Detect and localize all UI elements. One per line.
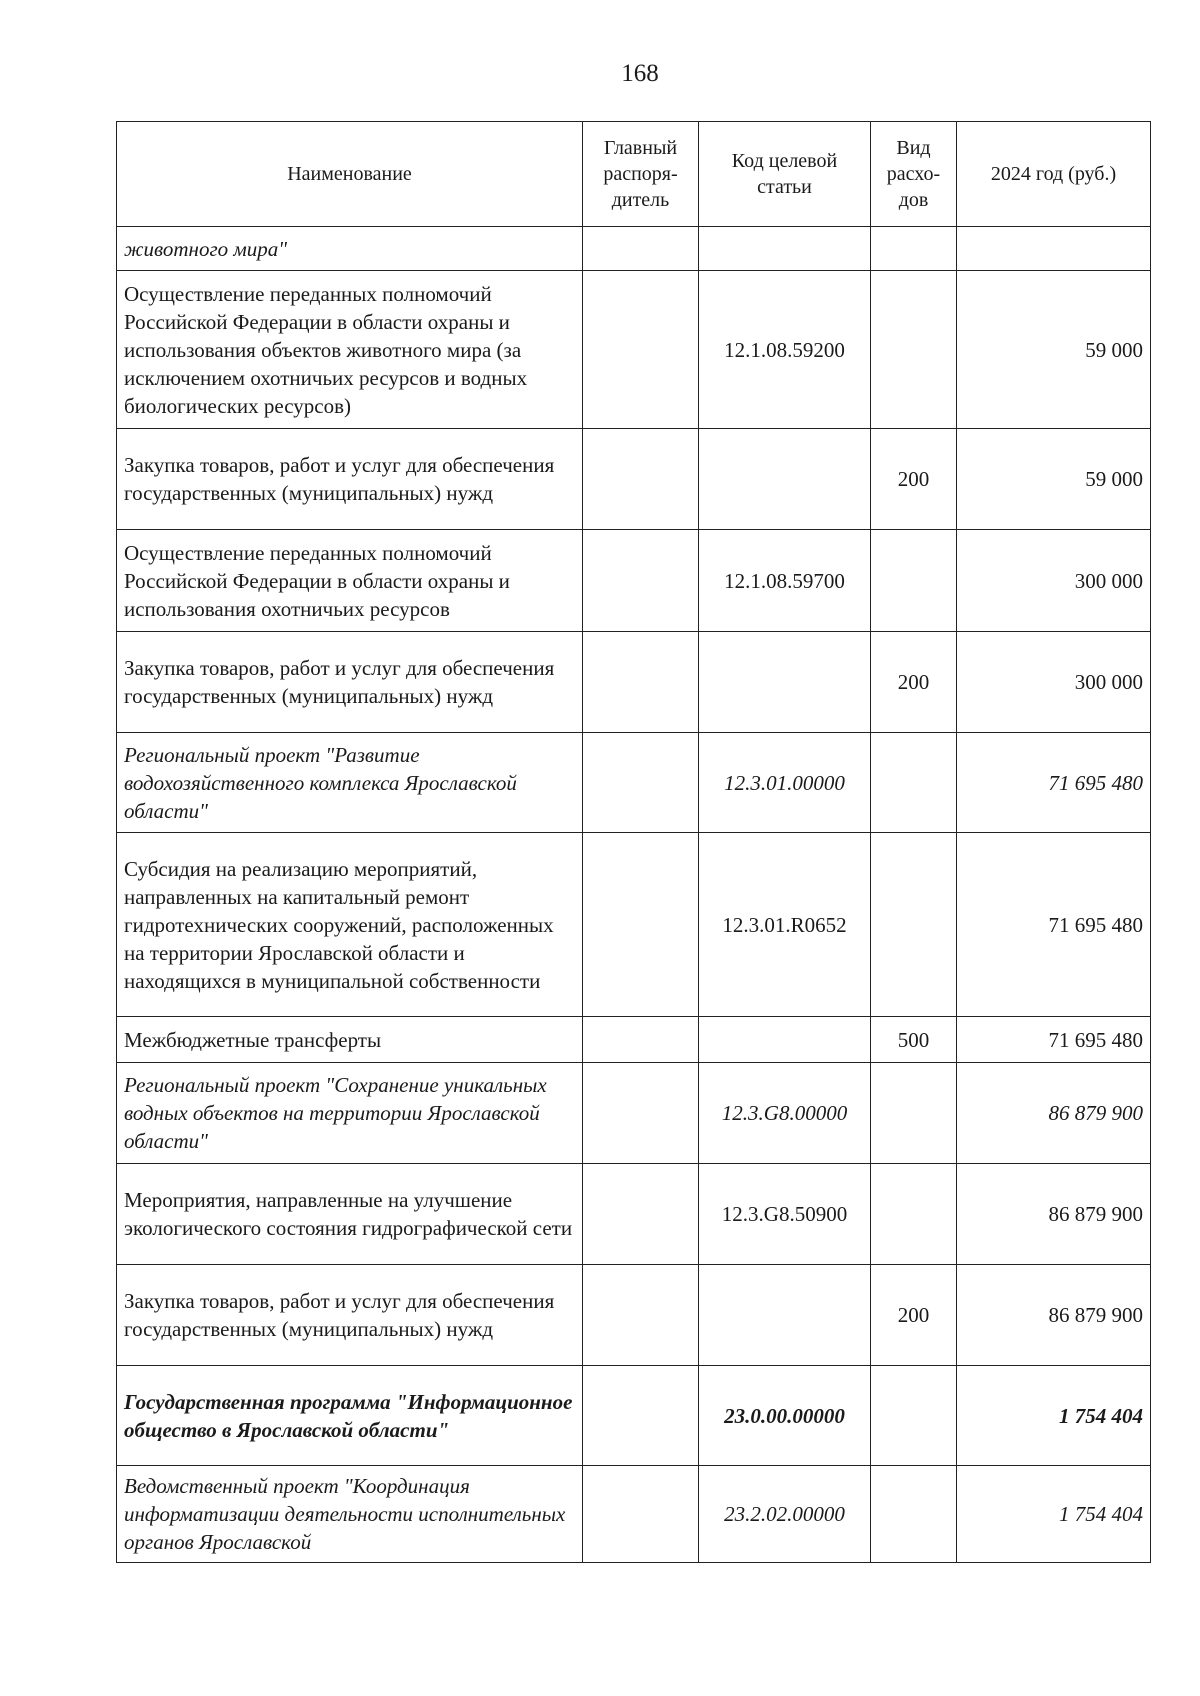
row-amount-cell: 71 695 480 bbox=[957, 733, 1151, 833]
table-row bbox=[117, 1164, 1151, 1265]
page-number: 168 bbox=[621, 60, 659, 87]
row-name-cell: Закупка товаров, работ и услуг для обеспечения государственных (муниципальных) нужд bbox=[117, 429, 583, 530]
row-code-cell: 12.3.01.00000 bbox=[699, 733, 871, 833]
row-name-cell: Осуществление переданных полномочий Российской Федерации в области охраны и использования объектов животного мира (за исключением охотничьих ресурсов и водных биологических ресурсов) bbox=[117, 271, 583, 429]
row-admin-cell bbox=[583, 1466, 699, 1563]
table-body bbox=[117, 227, 1151, 1563]
row-amount-cell: 71 695 480 bbox=[957, 833, 1151, 1017]
header-amount: 2024 год (руб.) bbox=[957, 122, 1151, 227]
row-admin-cell bbox=[583, 530, 699, 632]
row-amount-cell bbox=[957, 227, 1151, 271]
row-name-cell: Закупка товаров, работ и услуг для обеспечения государственных (муниципальных) нужд bbox=[117, 1265, 583, 1366]
row-type-cell: 500 bbox=[871, 1017, 957, 1063]
row-code-cell bbox=[699, 1017, 871, 1063]
row-code-cell bbox=[699, 1265, 871, 1366]
table-row bbox=[117, 1466, 1151, 1563]
table-row bbox=[117, 1063, 1151, 1164]
header-admin: Главный распоря-дитель bbox=[583, 122, 699, 227]
row-amount-cell: 59 000 bbox=[957, 271, 1151, 429]
row-admin-cell bbox=[583, 1164, 699, 1265]
row-name-cell: Мероприятия, направленные на улучшение экологического состояния гидрографической сети bbox=[117, 1164, 583, 1265]
row-code-cell bbox=[699, 632, 871, 733]
row-code-cell: 12.3.G8.00000 bbox=[699, 1063, 871, 1164]
row-name-cell: Региональный проект "Сохранение уникальных водных объектов на территории Ярославской области" bbox=[117, 1063, 583, 1164]
row-code-cell bbox=[699, 429, 871, 530]
table-row bbox=[117, 1265, 1151, 1366]
row-amount-cell: 59 000 bbox=[957, 429, 1151, 530]
row-type-cell: 200 bbox=[871, 429, 957, 530]
row-name-cell: Государственная программа "Информационное общество в Ярославской области" bbox=[117, 1366, 583, 1466]
table-header-row bbox=[117, 122, 1151, 227]
row-admin-cell bbox=[583, 632, 699, 733]
row-code-cell bbox=[699, 227, 871, 271]
table-row bbox=[117, 733, 1151, 833]
table-row bbox=[117, 1366, 1151, 1466]
header-name: Наименование bbox=[117, 122, 583, 227]
table-row bbox=[117, 833, 1151, 1017]
row-amount-cell: 300 000 bbox=[957, 632, 1151, 733]
row-type-cell bbox=[871, 1063, 957, 1164]
row-admin-cell bbox=[583, 1017, 699, 1063]
row-code-cell: 12.3.01.R0652 bbox=[699, 833, 871, 1017]
header-type: Вид расхо-дов bbox=[871, 122, 957, 227]
row-code-cell: 12.1.08.59200 bbox=[699, 271, 871, 429]
budget-table bbox=[116, 121, 1151, 1563]
row-type-cell bbox=[871, 1164, 957, 1265]
table-row bbox=[117, 429, 1151, 530]
row-type-cell bbox=[871, 733, 957, 833]
row-admin-cell bbox=[583, 1265, 699, 1366]
row-amount-cell: 300 000 bbox=[957, 530, 1151, 632]
row-amount-cell: 1 754 404 bbox=[957, 1366, 1151, 1466]
table-row bbox=[117, 227, 1151, 271]
row-name-cell: Ведомственный проект "Координация информатизации деятельности исполнительных органов Ярославской bbox=[117, 1466, 583, 1563]
row-amount-cell: 86 879 900 bbox=[957, 1063, 1151, 1164]
row-amount-cell: 71 695 480 bbox=[957, 1017, 1151, 1063]
table-row bbox=[117, 1017, 1151, 1063]
row-code-cell: 12.3.G8.50900 bbox=[699, 1164, 871, 1265]
row-name-cell: Осуществление переданных полномочий Российской Федерации в области охраны и использования охотничьих ресурсов bbox=[117, 530, 583, 632]
row-code-cell: 23.2.02.00000 bbox=[699, 1466, 871, 1563]
header-code: Код целевой статьи bbox=[699, 122, 871, 227]
row-code-cell: 23.0.00.00000 bbox=[699, 1366, 871, 1466]
row-admin-cell bbox=[583, 1366, 699, 1466]
row-admin-cell bbox=[583, 1063, 699, 1164]
row-admin-cell bbox=[583, 833, 699, 1017]
row-type-cell bbox=[871, 1366, 957, 1466]
row-name-cell: Региональный проект "Развитие водохозяйственного комплекса Ярославской области" bbox=[117, 733, 583, 833]
row-type-cell bbox=[871, 530, 957, 632]
row-admin-cell bbox=[583, 271, 699, 429]
table-row bbox=[117, 632, 1151, 733]
row-name-cell: животного мира" bbox=[117, 227, 583, 271]
row-amount-cell: 86 879 900 bbox=[957, 1265, 1151, 1366]
row-type-cell: 200 bbox=[871, 632, 957, 733]
row-name-cell: Межбюджетные трансферты bbox=[117, 1017, 583, 1063]
row-code-cell: 12.1.08.59700 bbox=[699, 530, 871, 632]
row-admin-cell bbox=[583, 733, 699, 833]
row-admin-cell bbox=[583, 227, 699, 271]
row-type-cell bbox=[871, 1466, 957, 1563]
table-row bbox=[117, 530, 1151, 632]
row-admin-cell bbox=[583, 429, 699, 530]
row-type-cell: 200 bbox=[871, 1265, 957, 1366]
table-row bbox=[117, 271, 1151, 429]
row-amount-cell: 1 754 404 bbox=[957, 1466, 1151, 1563]
row-type-cell bbox=[871, 833, 957, 1017]
row-type-cell bbox=[871, 271, 957, 429]
row-name-cell: Закупка товаров, работ и услуг для обеспечения государственных (муниципальных) нужд bbox=[117, 632, 583, 733]
row-type-cell bbox=[871, 227, 957, 271]
row-amount-cell: 86 879 900 bbox=[957, 1164, 1151, 1265]
row-name-cell: Субсидия на реализацию мероприятий, направленных на капитальный ремонт гидротехнических сооружений, расположенных на территории Ярославской области и находящихся в муниципальной собственности bbox=[117, 833, 583, 1017]
